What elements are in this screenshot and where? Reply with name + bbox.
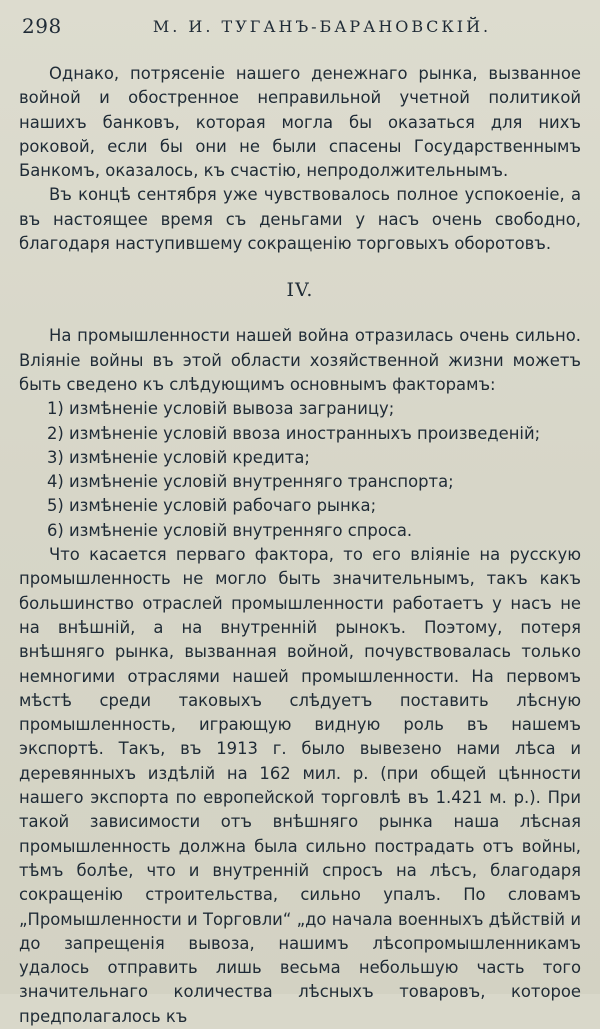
list-item: 1) измѣненіе условій вывоза заграницу;: [47, 399, 395, 419]
body-text: [19, 62, 581, 1029]
list-item: 4) измѣненіе условій внутренняго транспорта;: [47, 472, 454, 492]
page-header: [22, 14, 582, 42]
list-item: 6) измѣненіе условій внутренняго спроса.: [47, 520, 413, 540]
section-heading: IV.: [286, 279, 314, 302]
page-number: 298: [22, 14, 62, 38]
paragraph-first-factor: Что касается перваго фактора, то его вліяніе на русскую промышленность не могло быть значительнымъ, такъ какъ большинство отраслей промышленности работаетъ у насъ не на внѣшній, а на внутренній рынокъ. Поэтому, потеря внѣшняго рынка, вызванная войной, почувствовалась только немногими отраслями нашей промышленности. На первомъ мѣстѣ среди таковыхъ слѣдуетъ поставить лѣсную промышленность, играющую видную роль въ нашемъ экспортѣ. Такъ, въ 1913 г. было вывезено нами лѣса и деревянныхъ издѣлій на 162 мил. р. (при общей цѣнности нашего экспорта по европейской торговлѣ въ 1.421 м. р.). При такой зависимости отъ внѣшняго рынка наша лѣсная промышленность должна была сильно пострадать отъ войны, тѣмъ болѣе, что и внутренній спросъ на лѣсъ, благодаря сокращенію строительства, сильно упалъ. По словамъ „Промышленности и Торговли“ „до начала военныхъ дѣйствій и до запрещенія вывоза, нашимъ лѣсопромышленникамъ удалось отправить лишь весьма небольшую часть того значительнаго количества лѣсныхъ товаровъ, которое предполагалось къ: [19, 545, 581, 1026]
running-head: М. И. ТУГАНЪ-БАРАНОВСКІЙ.: [152, 17, 492, 36]
factor-list: [19, 397, 581, 543]
list-item: 5) измѣненіе условій рабочаго рынка;: [47, 496, 377, 516]
list-item: 3) измѣненіе условій кредита;: [47, 447, 310, 467]
paragraph-currency-market: Однако, потрясеніе нашего денежнаго рынка, вызванное войной и обостренное неправильной учетной политикой нашихъ банковъ, которая могла бы оказаться для нихъ роковой, если бы они не были спасены Государственнымъ Банкомъ, оказалось, къ счастію, непродолжительнымъ.: [19, 64, 581, 181]
paragraph-industry-intro: На промышленности нашей война отразилась очень сильно. Вліяніе войны въ этой области хозяйственной жизни можетъ быть сведено къ слѣдующимъ основнымъ факторамъ:: [19, 326, 581, 394]
list-item: 2) измѣненіе условій ввоза иностранныхъ произведеній;: [47, 423, 541, 443]
paragraph-september: Въ концѣ сентября уже чувствовалось полное успокоеніе, а въ настоящее время съ деньгами у насъ очень свободно, благодаря наступившему сокращенію торговыхъ оборотовъ.: [19, 185, 581, 254]
